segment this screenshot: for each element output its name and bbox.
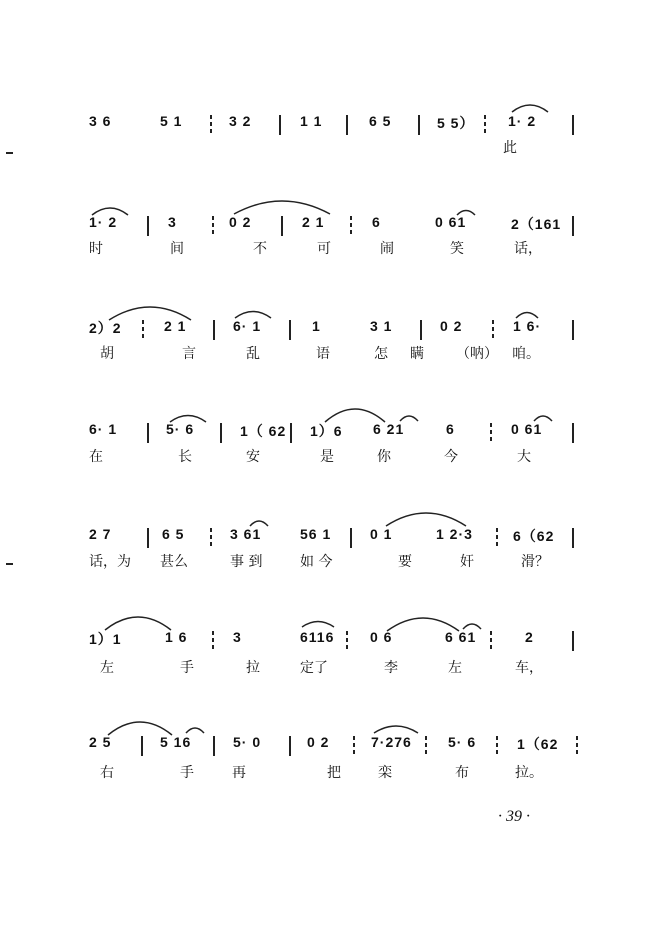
note-group: 3 (168, 214, 177, 230)
note-group: 3 2 (229, 113, 252, 129)
barline (572, 115, 574, 135)
note-group: 2 1 (302, 214, 325, 230)
lyric-char: 话，为 (89, 554, 131, 570)
barline (289, 320, 291, 340)
lyric-char: 闹 (380, 241, 394, 257)
lyric-char: 此 (503, 140, 517, 156)
barline (290, 423, 292, 443)
barline (572, 423, 574, 443)
barline (141, 736, 143, 756)
note-group: 3 6 (89, 113, 112, 129)
lyric-char: 你 (377, 449, 391, 465)
lyric-char: 话， (514, 241, 542, 257)
lyric-char: 左 (100, 660, 114, 676)
lyric-char: 在 (89, 449, 103, 465)
lyric-char: 奸 (460, 554, 474, 570)
barline (147, 216, 149, 236)
lyric-char: 手 (180, 765, 194, 781)
lyric-char: 是 (320, 449, 334, 465)
note-group: 56 1 (300, 526, 332, 542)
slur-mark (233, 307, 273, 320)
lyric-row (0, 238, 655, 258)
lyric-char: 左 (448, 660, 462, 676)
barline (576, 736, 578, 756)
barline (213, 320, 215, 340)
note-group: 0 61 (511, 421, 543, 437)
notation-row (0, 526, 655, 548)
lyric-char: 时 (89, 241, 103, 257)
barline (142, 320, 144, 340)
notation-row (0, 318, 655, 340)
note-group: 0 61 (435, 214, 467, 230)
barline (213, 736, 215, 756)
note-group: 0 2 (307, 734, 330, 750)
note-group: 6· 1 (233, 318, 262, 334)
lyric-char: 今 (444, 449, 458, 465)
lyric-char: 长 (178, 449, 192, 465)
barline (279, 115, 281, 135)
slur-mark (300, 617, 336, 629)
note-group: 6· 1 (89, 421, 118, 437)
note-group: 3 1 (370, 318, 393, 334)
barline (289, 736, 291, 756)
barline (484, 115, 486, 135)
note-group: 2）2 (89, 320, 122, 336)
note-group: 0 2 (440, 318, 463, 334)
lyric-row (0, 446, 655, 466)
page-number: · 39 · (498, 808, 530, 825)
barline (350, 216, 352, 236)
note-group: 2 1 (164, 318, 187, 334)
lyric-char: 语 (316, 346, 330, 362)
note-group: 1 (312, 318, 321, 334)
lyric-char: 可 (317, 241, 331, 257)
barline (212, 631, 214, 651)
barline (210, 528, 212, 548)
barline (572, 320, 574, 340)
note-group: 7·276 (371, 734, 412, 750)
note-group: 5 1 (160, 113, 183, 129)
slur-mark (532, 411, 554, 423)
barline (212, 216, 214, 236)
lyric-char: 定了 (300, 660, 328, 676)
slur-mark (455, 206, 477, 216)
lyric-char: 把 (327, 765, 341, 781)
lyric-char: 乱 (246, 346, 260, 362)
note-group: 5· 6 (166, 421, 195, 437)
note-group: 6 5 (162, 526, 185, 542)
slur-mark (232, 194, 332, 216)
slur-mark (168, 411, 208, 424)
lyric-char: 咱。 (512, 346, 540, 362)
notation-row (0, 629, 655, 651)
lyric-row (0, 343, 655, 363)
slur-mark (514, 308, 540, 320)
note-group: 5 16 (160, 734, 192, 750)
slur-mark (385, 611, 461, 633)
note-group: 1· 2 (508, 113, 537, 129)
lyric-char: 言 (182, 346, 196, 362)
lyric-row (0, 137, 655, 157)
note-group: 6 (446, 421, 455, 437)
barline (420, 320, 422, 340)
barline (353, 736, 355, 756)
note-group: 0 2 (229, 214, 252, 230)
barline (147, 423, 149, 443)
note-group: 6116 (300, 629, 335, 645)
lyric-char: 李 (384, 660, 398, 676)
note-group: 1（62 (517, 736, 559, 752)
note-group: 5 5） (437, 115, 475, 131)
barline (425, 736, 427, 756)
lyric-char: 间 (170, 241, 184, 257)
slur-mark (248, 516, 270, 528)
lyric-char: 布 (455, 765, 469, 781)
note-group: 1 2·3 (436, 526, 473, 542)
lyric-char: 车， (515, 660, 543, 676)
note-group: 3 61 (230, 526, 262, 542)
lyric-char: 滑？ (521, 554, 549, 570)
lyric-char: 大 (517, 449, 531, 465)
barline (346, 631, 348, 651)
slur-mark (461, 619, 483, 631)
note-group: 2 5 (89, 734, 112, 750)
lyric-char: 瞒 (410, 346, 424, 362)
note-group: 6 61 (445, 629, 477, 645)
note-group: 6（62 (513, 528, 555, 544)
barline (490, 631, 492, 651)
slur-mark (372, 721, 420, 735)
note-group: 0 6 (370, 629, 393, 645)
notation-row (0, 421, 655, 443)
lyric-row (0, 657, 655, 677)
note-group: 1 6· (513, 318, 542, 334)
lyric-char: （呐） (456, 346, 498, 362)
slur-mark (90, 203, 130, 217)
barline (210, 115, 212, 135)
note-group: 2 (525, 629, 534, 645)
lyric-char: 右 (100, 765, 114, 781)
note-group: 1（ 62 (240, 423, 287, 439)
slur-mark (384, 506, 468, 528)
barline (281, 216, 283, 236)
lyric-char: 手 (180, 660, 194, 676)
slur-mark (323, 402, 387, 424)
lyric-row (0, 551, 655, 571)
slur-mark (103, 610, 173, 632)
barline (572, 631, 574, 651)
barline (346, 115, 348, 135)
lyric-char: 安 (246, 449, 260, 465)
barline (572, 216, 574, 236)
barline (572, 528, 574, 548)
note-group: 3 (233, 629, 242, 645)
lyric-char: 胡 (100, 346, 114, 362)
barline (147, 528, 149, 548)
slur-mark (398, 411, 420, 423)
barline (496, 528, 498, 548)
note-group: 6 21 (373, 421, 405, 437)
lyric-char: 不 (253, 241, 267, 257)
lyric-row (0, 762, 655, 782)
lyric-char: 栾 (378, 765, 392, 781)
note-group: 1）6 (310, 423, 343, 439)
slur-mark (107, 300, 193, 322)
barline (220, 423, 222, 443)
notation-row (0, 734, 655, 756)
note-group: 0 1 (370, 526, 393, 542)
note-group: 1· 2 (89, 214, 118, 230)
lyric-char: 甚么 (160, 554, 188, 570)
lyric-char: 怎 (374, 346, 388, 362)
lyric-char: 笑 (450, 241, 464, 257)
lyric-char: 事 到 (230, 554, 263, 570)
lyric-char: 拉。 (515, 765, 543, 781)
slur-mark (106, 715, 174, 737)
note-group: 1 6 (165, 629, 188, 645)
barline (350, 528, 352, 548)
note-group: 6 (372, 214, 381, 230)
note-group: 5· 0 (233, 734, 262, 750)
barline (418, 115, 420, 135)
barline (492, 320, 494, 340)
notation-row (0, 214, 655, 236)
note-group: 5· 6 (448, 734, 477, 750)
note-group: 1 1 (300, 113, 323, 129)
note-group: 2（161 (511, 216, 562, 232)
lyric-char: 再 (232, 765, 246, 781)
notation-row (0, 113, 655, 135)
note-group: 2 7 (89, 526, 112, 542)
slur-mark (184, 723, 206, 735)
lyric-char: 拉 (246, 660, 260, 676)
note-group: 1）1 (89, 631, 122, 647)
barline (490, 423, 492, 443)
note-group: 6 5 (369, 113, 392, 129)
lyric-char: 如 今 (300, 554, 333, 570)
barline (496, 736, 498, 756)
slur-mark (510, 100, 550, 114)
lyric-char: 要 (398, 554, 412, 570)
